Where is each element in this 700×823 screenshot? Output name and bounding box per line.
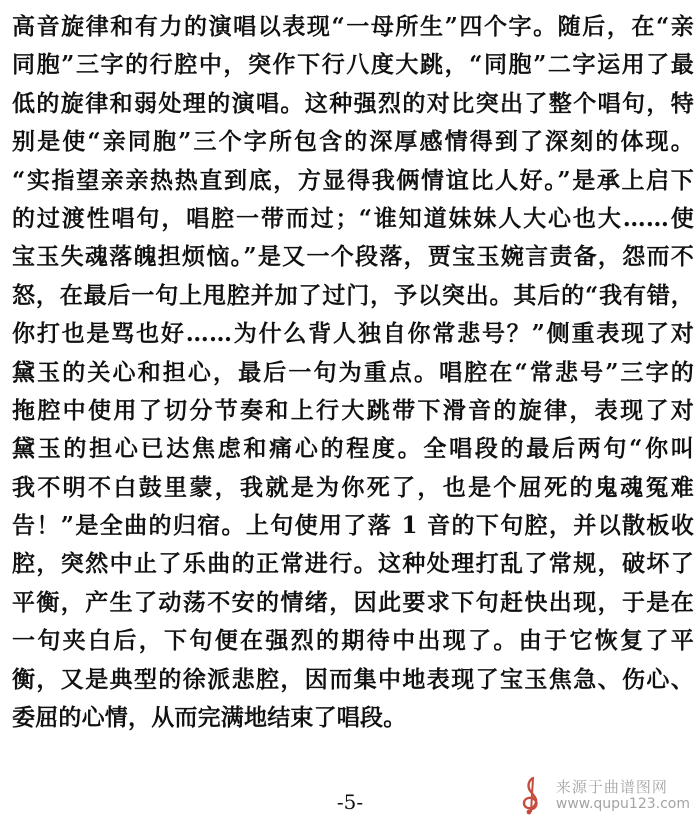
text-line-3: 低的旋律和弱处理的演唱。这种强烈的对比突出了整个唱句，特: [12, 89, 694, 117]
text-line-13: 我不明不白鼓里蒙，我就是为你死了，也是个屈死的鬼魂冤难: [12, 473, 694, 501]
text-line-2: 同胞”三字的行腔中，突作下行八度大跳，“同胞”二字运用了最: [12, 51, 694, 79]
text-line-7: 宝玉失魂落魄担烦恼。”是又一个段落，贾宝玉婉言责备，怨而不: [12, 243, 694, 271]
text-line-6: 的过渡性唱句，唱腔一带而过；“谁知道妹妹人大心也大……使: [12, 204, 694, 232]
body-text: [12, 8, 694, 737]
text-line-4: 别是使“亲同胞”三个字所包含的深厚感情得到了深刻的体现。: [12, 128, 694, 156]
text-line-1: 高音旋律和有力的演唱以表现“一母所生”四个字。随后，在“亲: [12, 13, 694, 40]
text-line-12: 黛玉的担心已达焦虑和痛心的程度。全唱段的最后两句“你叫: [12, 435, 694, 463]
text-line-15: 腔，突然中止了乐曲的正常进行。这种处理打乱了常规，破坏了: [12, 550, 694, 578]
text-line-5: “实指望亲亲热热直到底，方显得我俩情谊比人好。”是承上启下: [12, 166, 694, 194]
text-line-8: 怒，在最后一句上甩腔并加了过门，予以突出。其后的“我有错，: [12, 281, 694, 309]
treble-clef-icon: [514, 775, 550, 815]
page-number: -5-: [336, 790, 364, 814]
text-line-11: 拖腔中使用了切分节奏和上行大跳带下滑音的旋律，表现了对: [12, 396, 694, 424]
text-line-19: 委屈的心情，从而完满地结束了唱段。: [12, 704, 407, 732]
text-line-16: 平衡，产生了动荡不安的情绪，因此要求下句赶快出现，于是在: [12, 588, 694, 616]
watermark: [514, 775, 690, 815]
watermark-url: www.qupu123.com: [555, 795, 690, 812]
watermark-text: [556, 778, 690, 813]
text-line-9: 你打也是骂也好……为什么背人独自你常悲号？”侧重表现了对: [12, 320, 694, 348]
watermark-site-name: 来源于曲谱图网: [555, 777, 668, 796]
text-line-10: 黛玉的关心和担心，最后一句为重点。唱腔在“常悲号”三字的: [12, 358, 694, 386]
text-line-14: 告！”是全曲的归宿。上句使用了落 1 音的下句腔，并以散板收: [12, 512, 694, 540]
text-line-17: 一句夹白后，下句便在强烈的期待中出现了。由于它恢复了平: [12, 627, 694, 655]
text-line-18: 衡，又是典型的徐派悲腔，因而集中地表现了宝玉焦急、伤心、: [12, 665, 694, 693]
